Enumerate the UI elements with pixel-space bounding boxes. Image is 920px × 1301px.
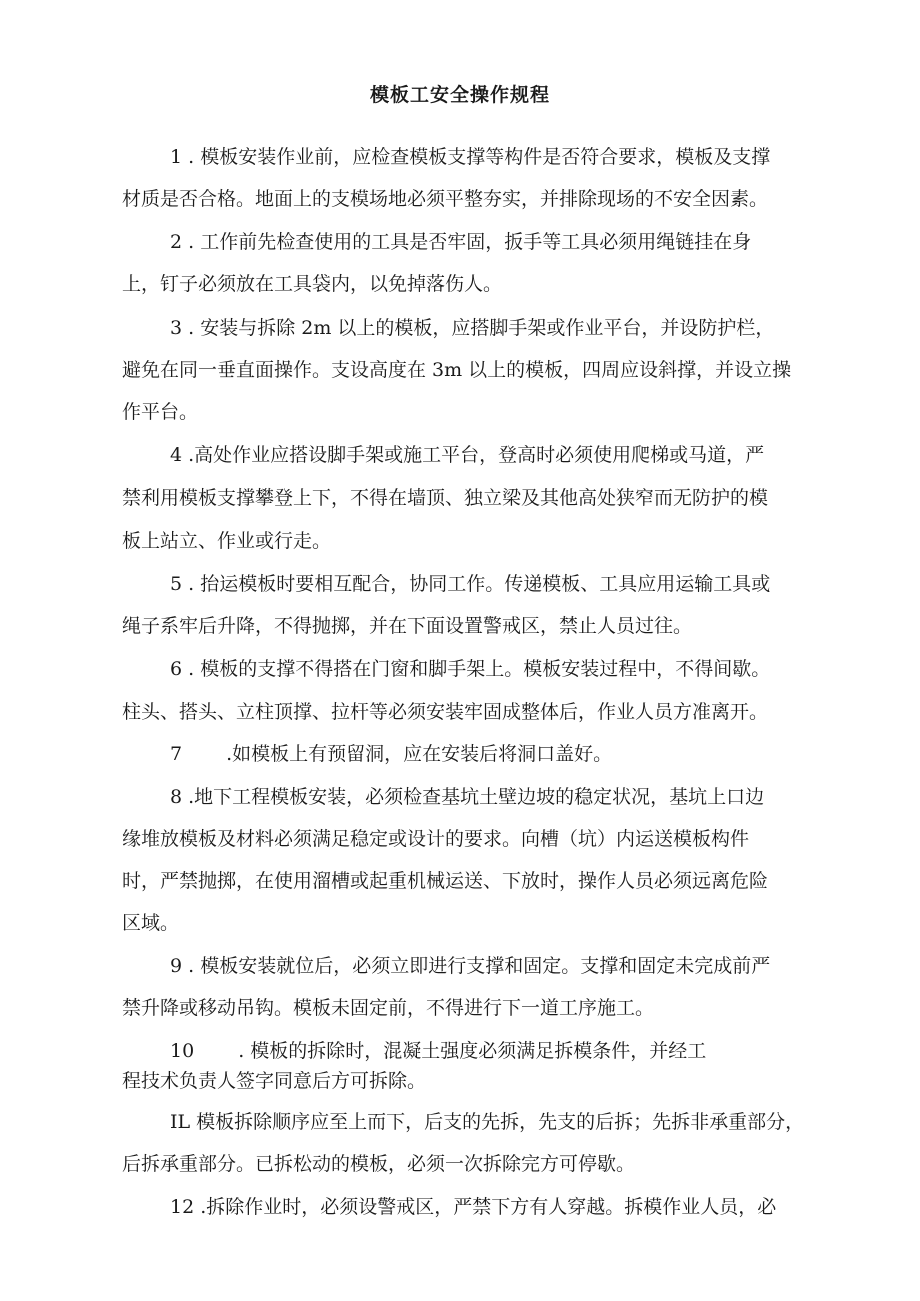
paragraph-line: 时，严禁抛掷，在使用溜槽或起重机械运送、下放时，操作人员必须远离危险 (122, 870, 769, 892)
paragraph-line: 12 .拆除作业时，必须设警戒区，严禁下方有人穿越。拆模作业人员，必 (170, 1196, 777, 1218)
paragraph-line: 上，钉子必须放在工具袋内，以免掉落伤人。 (122, 273, 503, 295)
paragraph-line: 作平台。 (122, 401, 199, 423)
paragraph-line: 2 . 工作前先检查使用的工具是否牢固，扳手等工具必须用绳链挂在身 (170, 231, 752, 253)
paragraph-line: IL 模板拆除顺序应至上而下，后支的先拆，先支的后拆；先拆非承重部分， (170, 1111, 805, 1133)
paragraph-line: 程技术负责人签字同意后方可拆除。 (122, 1070, 427, 1092)
paragraph-line: 3 . 安装与拆除 2m 以上的模板，应搭脚手架或作业平台，并设防护栏， (170, 317, 775, 339)
paragraph-line: 6 . 模板的支撑不得搭在门窗和脚手架上。模板安装过程中，不得间歇。 (170, 658, 771, 680)
paragraph-line: 板上站立、作业或行走。 (122, 530, 332, 552)
paragraph-line: 区域。 (122, 912, 180, 934)
paragraph-line: 8 .地下工程模板安装，必须检查基坑土壁边坡的稳定状况，基坑上口边 (170, 786, 765, 808)
paragraph-line: 绳子系牢后升降，不得抛掷，并在下面设置警戒区，禁止人员过往。 (122, 615, 693, 637)
paragraph-line: 10 . 模板的拆除时，混凝土强度必须满足拆模条件，并经工 (170, 1040, 707, 1062)
paragraph-line: 后拆承重部分。已拆松动的模板，必须一次拆除完方可停歇。 (122, 1153, 636, 1175)
paragraph-line: 禁利用模板支撑攀登上下，不得在墙顶、独立梁及其他高处狭窄而无防护的模 (122, 487, 769, 509)
paragraph-line: 禁升降或移动吊钩。模板未固定前，不得进行下一道工序施工。 (122, 997, 655, 1019)
paragraph-line: 1 . 模板安装作业前，应检查模板支撑等构件是否符合要求，模板及支撑 (170, 146, 771, 168)
paragraph-line: 缘堆放模板及材料必须满足稳定或设计的要求。向槽（坑）内运送模板构件 (122, 828, 750, 850)
paragraph-line: 柱头、搭头、立柱顶撑、拉杆等必须安装牢固成整体后，作业人员方准离开。 (122, 701, 769, 723)
paragraph-line: 材质是否合格。地面上的支模场地必须平整夯实，并排除现场的不安全因素。 (122, 188, 769, 210)
paragraph-line: 7 .如模板上有预留洞，应在安装后将洞口盖好。 (170, 743, 613, 765)
paragraph-line: 4 .高处作业应搭设脚手架或施工平台，登高时必须使用爬梯或马道，严 (170, 444, 765, 466)
paragraph-line: 避免在同一垂直面操作。支设高度在 3m 以上的模板，四周应设斜撑，并设立操 (122, 359, 792, 381)
document-title: 模板工安全操作规程 (369, 84, 550, 106)
paragraph-line: 9 . 模板安装就位后，必须立即进行支撑和固定。支撑和固定未完成前严 (170, 955, 771, 977)
paragraph-line: 5 . 抬运模板时要相互配合，协同工作。传递模板、工具应用运输工具或 (170, 573, 771, 595)
